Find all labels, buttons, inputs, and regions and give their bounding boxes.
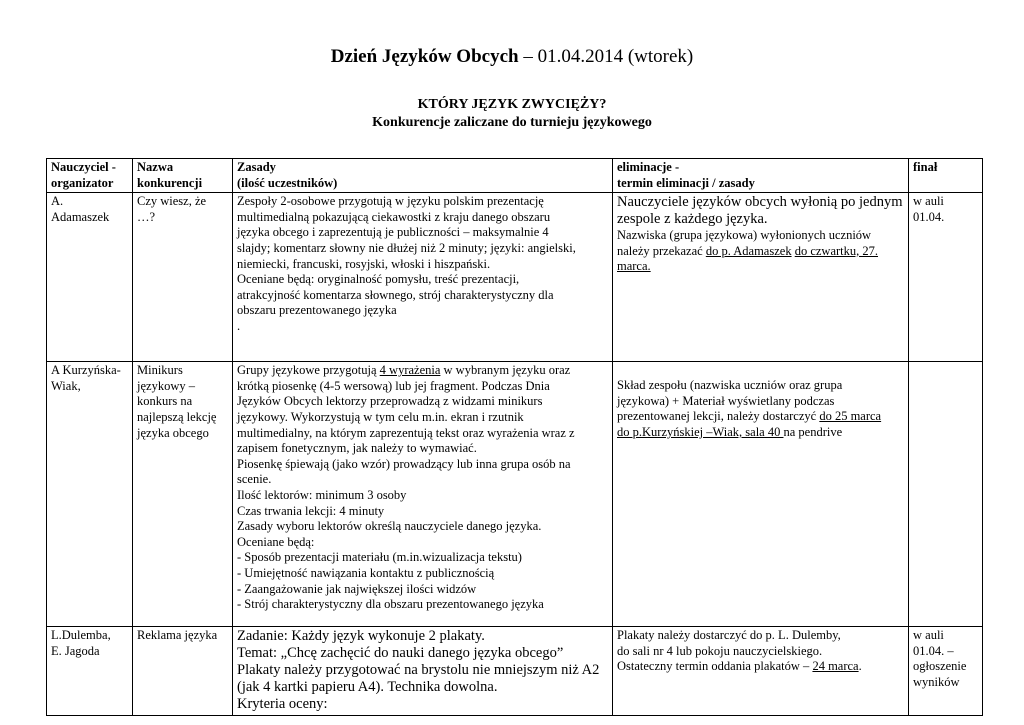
- header-elimination: eliminacje - termin eliminacji / zasady: [613, 159, 909, 193]
- table-row: [47, 627, 983, 716]
- title-bold: Dzień Języków Obcych: [330, 46, 519, 67]
- header-rules: Zasady (ilość uczestników): [233, 159, 613, 193]
- table-row: [47, 193, 983, 362]
- title-date: – 01.04.2014 (wtorek): [518, 46, 694, 67]
- header-final: finał: [909, 159, 983, 193]
- cell-final: w auli 01.04. – ogłoszenie wyników: [909, 627, 983, 716]
- cell-organizer: A. Adamaszek: [47, 193, 133, 362]
- cell-organizer: A Kurzyńska- Wiak,: [47, 362, 133, 627]
- cell-competition-name: Czy wiesz, że …?: [133, 193, 233, 362]
- cell-elimination: Nauczyciele języków obcych wyłonią po jednym zespole z każdego języka. Nazwiska (grupa językowa) wyłonionych uczniów należy przekazać do p. Adamaszek do czwartku, 27. marca.: [613, 193, 909, 362]
- header-organizer: Nauczyciel - organizator: [47, 159, 133, 193]
- competitions-table: [46, 158, 983, 716]
- header-competition-name: Nazwa konkurencji: [133, 159, 233, 193]
- cell-elimination: Skład zespołu (nazwiska uczniów oraz grupa językowa) + Materiał wyświetlany podczas prezentowanej lekcji, należy dostarczyć do 25 marca do p.Kurzyńskiej –Wiak, sala 40 na pendrive: [613, 362, 909, 627]
- cell-competition-name: Minikurs językowy – konkurs na najlepszą lekcję języka obcego: [133, 362, 233, 627]
- cell-final: w auli 01.04.: [909, 193, 983, 362]
- page-title: [0, 46, 1024, 68]
- cell-competition-name: Reklama języka: [133, 627, 233, 716]
- cell-organizer: L.Dulemba, E. Jagoda: [47, 627, 133, 716]
- cell-rules: Zadanie: Każdy język wykonuje 2 plakaty. Temat: „Chcę zachęcić do nauki danego języka obcego” Plakaty należy przygotować na brystolu nie mniejszym niż A2 (jak 4 kartki papieru A4). Technika dowolna. Kryteria oceny:: [233, 627, 613, 716]
- cell-rules: Grupy językowe przygotują 4 wyrażenia w wybranym języku oraz krótką piosenkę (4-5 wersową) lub jej fragment. Podczas Dnia Języków Obcych lektorzy przeprowadzą z widzami minikurs językowy. Wykorzystują w tym celu m.in. ekran i rzutnik multimedialny, na którym zaprezentują tekst oraz wyrażenia wraz z zapisem fonetycznym, jak należy to wymawiać. Piosenkę śpiewają (jako wzór) prowadzący lub inna grupa osób na scenie. Ilość lektorów: minimum 3 osoby Czas trwania lekcji: 4 minuty Zasady wyboru lektorów określą nauczyciele danego języka. Oceniane będą: - Sposób prezentacji materiału (m.in.wizualizacja tekstu) - Umiejętność nawiązania kontaktu z publicznością - Zaangażowanie jak największej ilości widzów - Strój charakterystyczny dla obszaru prezentowanego języka: [233, 362, 613, 627]
- subtitle-question: KTÓRY JĘZYK ZWYCIĘŻY?: [417, 97, 607, 112]
- cell-final: [909, 362, 983, 627]
- table-row: [47, 362, 983, 627]
- subtitle-description: Konkurencje zaliczane do turnieju językowego: [372, 115, 652, 130]
- table-header-row: [47, 159, 983, 193]
- cell-elimination: Plakaty należy dostarczyć do p. L. Dulemby, do sali nr 4 lub pokoju nauczycielskiego. Ostateczny termin oddania plakatów – 24 marca.: [613, 627, 909, 716]
- cell-rules: Zespoły 2-osobowe przygotują w języku polskim prezentację multimedialną pokazującą ciekawostki z kraju danego obszaru języka obcego i zaprezentują je publiczności – maksymalnie 4 slajdy; komentarz słowny nie dłużej niż 2 minuty; języki: angielski, niemiecki, francuski, rosyjski, włoski i hiszpański. Oceniane będą: oryginalność pomysłu, treść prezentacji, atrakcyjność komentarza słownego, strój charakterystyczny dla obszaru prezentowanego języka .: [233, 193, 613, 362]
